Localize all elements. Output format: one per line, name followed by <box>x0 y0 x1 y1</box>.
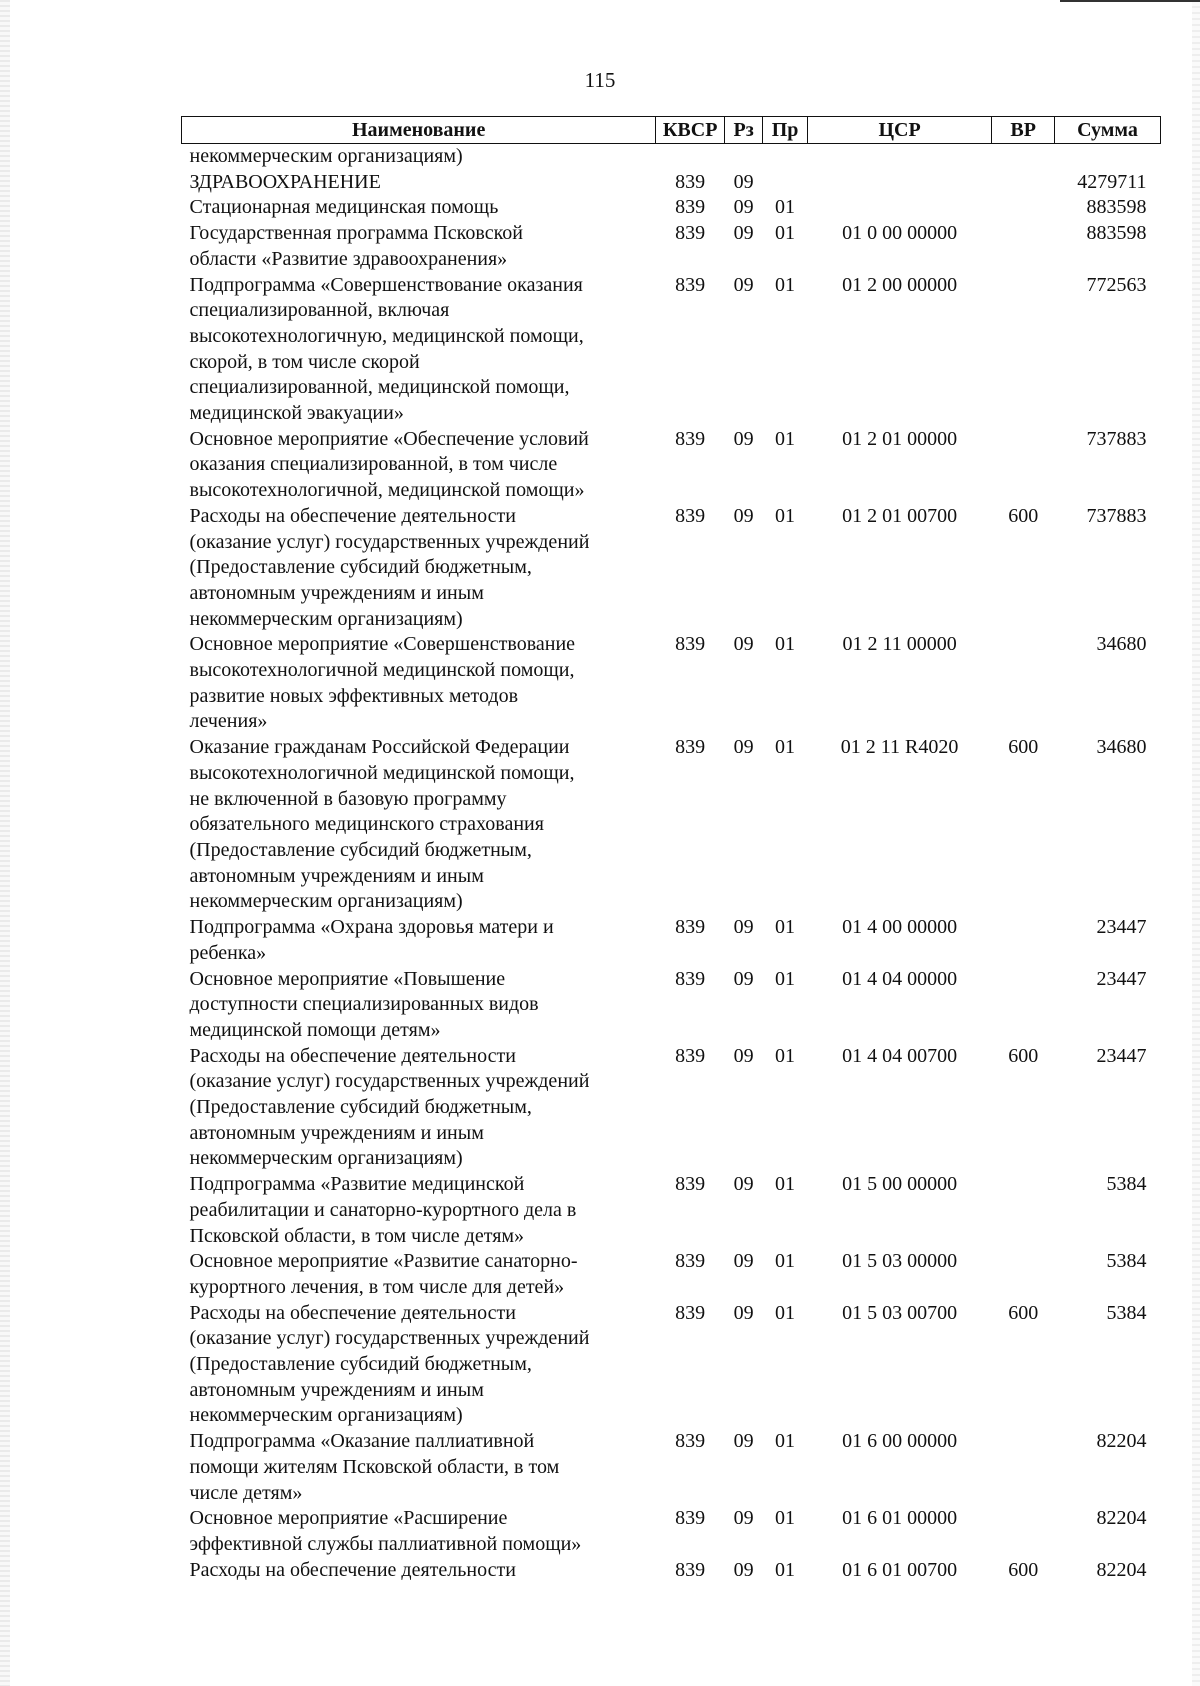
cell-pr <box>763 170 807 196</box>
cell-pr: 01 <box>775 736 796 759</box>
cell-name: Расходы на обеспечение деятельности (оказание услуг) государственных учреждений (Предоставление субсидий бюджетным, автономным учреждениям и иным некоммерческим организациям) <box>189 1301 590 1427</box>
table-row <box>182 427 1161 504</box>
cell-kvsr: 839 <box>675 504 706 527</box>
cell-pr: 01 <box>775 1301 796 1324</box>
cell-pr: 01 <box>775 1044 796 1067</box>
cell-csr: 01 5 03 00000 <box>842 1250 958 1273</box>
header-csr: ЦСР <box>807 117 992 144</box>
cell-csr: 01 4 04 00000 <box>842 967 958 990</box>
header-vr: ВР <box>992 117 1055 144</box>
cell-pr: 01 <box>775 1507 796 1530</box>
cell-csr: 01 6 00 00000 <box>842 1430 958 1453</box>
cell-rz: 09 <box>733 1558 754 1581</box>
cell-rz: 09 <box>733 916 754 939</box>
cell-sum: 5384 <box>1106 1173 1147 1196</box>
table-row <box>182 221 1161 272</box>
cell-sum: 82204 <box>1096 1430 1147 1453</box>
cell-kvsr: 839 <box>675 967 706 990</box>
cell-vr <box>992 195 1055 221</box>
cell-vr <box>992 1249 1055 1300</box>
cell-rz: 09 <box>733 1430 754 1453</box>
cell-kvsr: 839 <box>675 1044 706 1067</box>
table-row <box>182 504 1161 633</box>
table-row <box>182 1429 1161 1506</box>
cell-vr <box>992 221 1055 272</box>
cell-rz: 09 <box>733 1044 754 1067</box>
scan-edge-left <box>0 0 10 1686</box>
table-row <box>182 195 1161 221</box>
cell-rz: 09 <box>733 1507 754 1530</box>
cell-kvsr: 839 <box>675 916 706 939</box>
cell-sum <box>1054 144 1160 170</box>
cell-pr: 01 <box>775 222 796 245</box>
cell-name: Подпрограмма «Развитие медицинской реабилитации и санаторно-курортного дела в Псковской области, в том числе детям» <box>189 1173 577 1247</box>
cell-rz: 09 <box>733 1173 754 1196</box>
scan-edge-right <box>1192 0 1200 1686</box>
cell-csr: 01 2 11 00000 <box>842 633 957 656</box>
cell-vr: 600 <box>1008 1301 1039 1324</box>
cell-pr: 01 <box>775 1558 796 1581</box>
cell-rz: 09 <box>733 736 754 759</box>
cell-csr: 01 5 03 00700 <box>842 1301 958 1324</box>
table-row <box>182 967 1161 1044</box>
header-rz: Рз <box>724 117 762 144</box>
cell-name: Государственная программа Псковской области «Развитие здравоохранения» <box>189 222 523 270</box>
cell-sum: 34680 <box>1096 633 1147 656</box>
cell-name: Основное мероприятие «Развитие санаторно- курортного лечения, в том числе для детей» <box>189 1250 578 1298</box>
header-kvsr: КВСР <box>656 117 725 144</box>
cell-kvsr: 839 <box>675 196 706 219</box>
cell-csr: 01 2 11 R4020 <box>840 736 959 759</box>
table-header <box>182 117 1161 144</box>
cell-vr: 600 <box>1008 1558 1039 1581</box>
cell-name: Подпрограмма «Совершенствование оказания специализированной, включая высокотехнологичную, медицинской помощи, скорой, в том числе скорой специализированной, медицинской помощи, медицинской эвакуации» <box>189 273 584 425</box>
cell-vr <box>992 1172 1055 1249</box>
table-row <box>182 144 1161 170</box>
cell-kvsr: 839 <box>675 633 706 656</box>
cell-csr <box>807 195 992 221</box>
cell-csr <box>807 170 992 196</box>
cell-vr <box>992 1506 1055 1557</box>
cell-csr: 01 0 00 00000 <box>842 222 958 245</box>
cell-sum: 883598 <box>1086 196 1147 219</box>
table-body <box>182 144 1161 1584</box>
cell-csr: 01 2 01 00700 <box>842 504 958 527</box>
budget-table <box>181 116 1161 1583</box>
cell-sum: 23447 <box>1096 916 1147 939</box>
cell-kvsr: 839 <box>675 427 706 450</box>
cell-pr: 01 <box>775 273 796 296</box>
cell-rz: 09 <box>733 504 754 527</box>
cell-sum: 82204 <box>1096 1507 1147 1530</box>
cell-name: Основное мероприятие «Обеспечение условий оказания специализированной, в том числе высокотехнологичной, медицинской помощи» <box>189 427 589 502</box>
cell-vr: 600 <box>1008 504 1039 527</box>
cell-name: Подпрограмма «Оказание паллиативной помощи жителям Псковской области, в том числе детям» <box>189 1430 560 1504</box>
cell-pr: 01 <box>775 967 796 990</box>
cell-pr: 01 <box>775 1173 796 1196</box>
cell-csr <box>807 144 992 170</box>
cell-kvsr: 839 <box>675 170 706 193</box>
cell-name: некоммерческим организациям) <box>189 145 463 167</box>
header-pr: Пр <box>763 117 807 144</box>
cell-csr: 01 6 01 00000 <box>842 1507 958 1530</box>
cell-vr: 600 <box>1008 1044 1039 1067</box>
header-name: Наименование <box>182 117 656 144</box>
cell-pr: 01 <box>775 916 796 939</box>
cell-kvsr: 839 <box>675 1250 706 1273</box>
corner-rule <box>1060 0 1200 2</box>
table-row <box>182 1301 1161 1430</box>
cell-rz <box>724 144 762 170</box>
cell-pr: 01 <box>775 633 796 656</box>
cell-rz: 09 <box>733 170 754 193</box>
cell-csr: 01 4 04 00700 <box>842 1044 958 1067</box>
cell-name: Основное мероприятие «Расширение эффективной службы паллиативной помощи» <box>189 1507 582 1555</box>
cell-name: Основное мероприятие «Совершенствование высокотехнологичной медицинской помощи, развитие новых эффективных методов лечения» <box>189 633 576 733</box>
table-row <box>182 1172 1161 1249</box>
cell-kvsr: 839 <box>675 1173 706 1196</box>
cell-sum: 4279711 <box>1077 170 1147 193</box>
cell-name: Расходы на обеспечение деятельности (оказание услуг) государственных учреждений (Предоставление субсидий бюджетным, автономным учреждениям и иным некоммерческим организациям) <box>189 1044 590 1170</box>
cell-name: Основное мероприятие «Повышение доступности специализированных видов медицинской помощи детям» <box>189 967 539 1041</box>
table-row <box>182 632 1161 735</box>
cell-vr <box>992 144 1055 170</box>
cell-sum: 82204 <box>1096 1558 1147 1581</box>
cell-kvsr: 839 <box>675 736 706 759</box>
cell-rz: 09 <box>733 1250 754 1273</box>
cell-kvsr: 839 <box>675 1430 706 1453</box>
cell-kvsr <box>656 144 725 170</box>
cell-rz: 09 <box>733 222 754 245</box>
cell-pr: 01 <box>775 1430 796 1453</box>
table-row <box>182 273 1161 427</box>
cell-kvsr: 839 <box>675 273 706 296</box>
cell-name: ЗДРАВООХРАНЕНИЕ <box>189 170 381 193</box>
cell-name: Подпрограмма «Охрана здоровья матери и ребенка» <box>189 916 554 964</box>
cell-rz: 09 <box>733 427 754 450</box>
cell-pr <box>763 144 807 170</box>
header-sum: Сумма <box>1054 117 1160 144</box>
cell-pr: 01 <box>775 427 796 450</box>
cell-name: Стационарная медицинская помощь <box>189 196 499 219</box>
cell-sum: 772563 <box>1086 273 1147 296</box>
cell-name: Расходы на обеспечение деятельности (оказание услуг) государственных учреждений (Предоставление субсидий бюджетным, автономным учреждениям и иным некоммерческим организациям) <box>189 504 590 630</box>
table-row <box>182 735 1161 915</box>
cell-vr <box>992 632 1055 735</box>
cell-csr: 01 5 00 00000 <box>842 1173 958 1196</box>
cell-sum: 5384 <box>1106 1250 1147 1273</box>
cell-vr <box>992 1429 1055 1506</box>
cell-csr: 01 4 00 00000 <box>842 916 958 939</box>
cell-csr: 01 6 01 00700 <box>842 1558 958 1581</box>
cell-vr <box>992 967 1055 1044</box>
cell-kvsr: 839 <box>675 1558 706 1581</box>
cell-sum: 23447 <box>1096 1044 1147 1067</box>
cell-csr: 01 2 00 00000 <box>842 273 958 296</box>
cell-vr <box>992 915 1055 966</box>
page-number: 115 <box>584 68 616 92</box>
cell-sum: 23447 <box>1096 967 1147 990</box>
cell-rz: 09 <box>733 1301 754 1324</box>
cell-pr: 01 <box>775 1250 796 1273</box>
cell-name: Расходы на обеспечение деятельности <box>189 1558 516 1581</box>
cell-sum: 5384 <box>1106 1301 1147 1324</box>
cell-sum: 737883 <box>1086 427 1147 450</box>
cell-kvsr: 839 <box>675 222 706 245</box>
cell-kvsr: 839 <box>675 1301 706 1324</box>
cell-vr: 600 <box>1008 736 1039 759</box>
cell-vr <box>992 427 1055 504</box>
cell-rz: 09 <box>733 967 754 990</box>
table-row <box>182 170 1161 196</box>
header-row <box>182 117 1161 144</box>
cell-rz: 09 <box>733 273 754 296</box>
table-row <box>182 1249 1161 1300</box>
table-row <box>182 1044 1161 1173</box>
table-row <box>182 1506 1161 1557</box>
cell-rz: 09 <box>733 196 754 219</box>
cell-pr: 01 <box>775 504 796 527</box>
cell-sum: 34680 <box>1096 736 1147 759</box>
cell-vr <box>992 170 1055 196</box>
cell-pr: 01 <box>775 196 796 219</box>
cell-csr: 01 2 01 00000 <box>842 427 958 450</box>
cell-sum: 737883 <box>1086 504 1147 527</box>
cell-name: Оказание гражданам Российской Федерации высокотехнологичной медицинской помощи, не включенной в базовую программу обязательного медицинского страхования (Предоставление субсидий бюджетным, автономным учреждениям и иным некоммерческим организациям) <box>189 736 575 913</box>
cell-vr <box>992 273 1055 427</box>
table-row <box>182 915 1161 966</box>
cell-kvsr: 839 <box>675 1507 706 1530</box>
table-row <box>182 1558 1161 1584</box>
cell-sum: 883598 <box>1086 222 1147 245</box>
cell-rz: 09 <box>733 633 754 656</box>
